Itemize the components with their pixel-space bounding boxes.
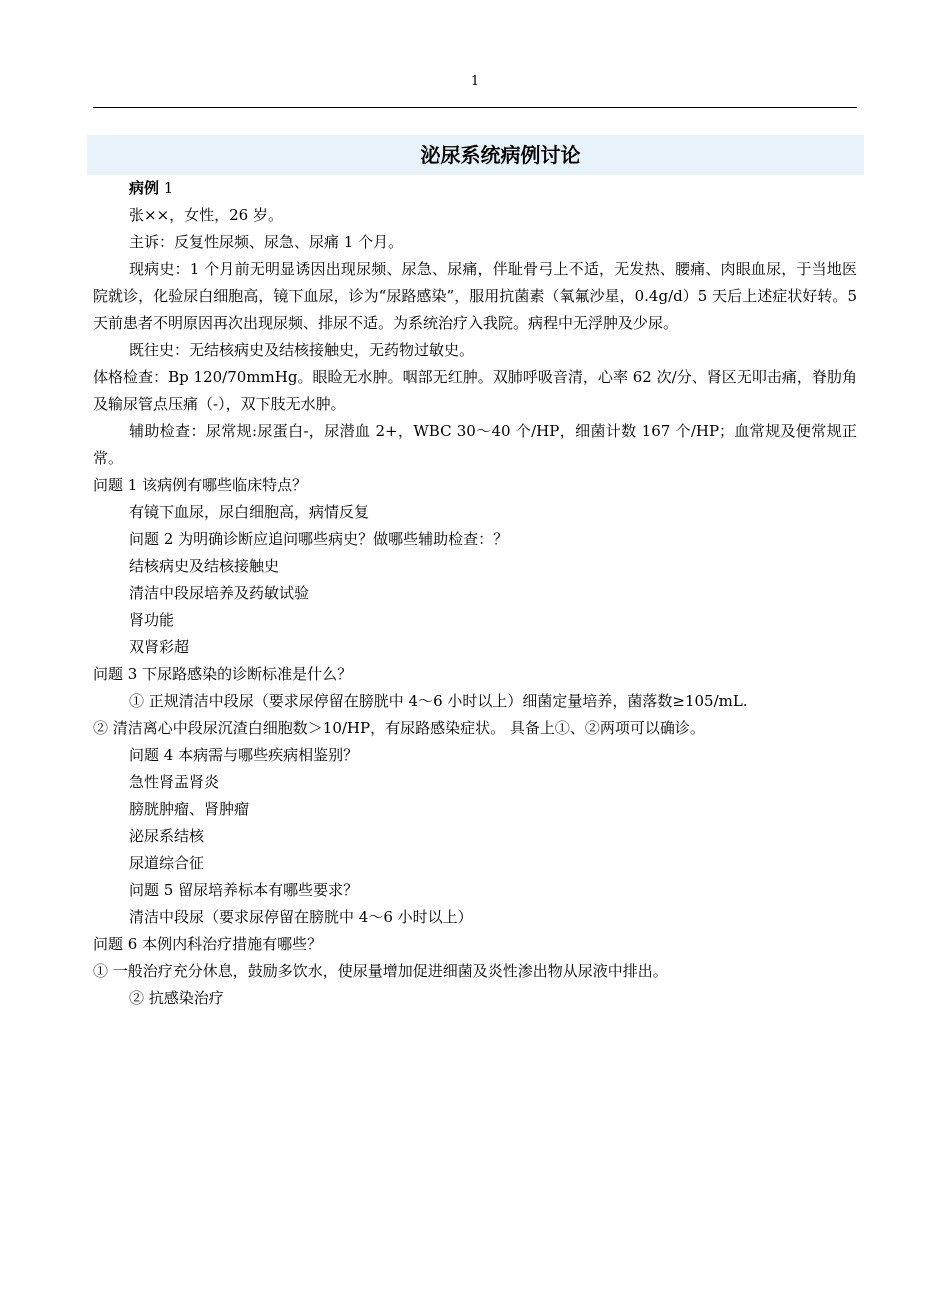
document-body [93,175,857,1012]
answer-6-item: ② 抗感染治疗 [129,989,224,1007]
answer-2-item: 双肾彩超 [129,638,190,656]
answer-6-item: ① 一般治疗充分休息，鼓励多饮水，使尿量增加促进细菌及炎性渗出物从尿液中排出。 [93,962,668,980]
answer-4-item: 急性肾盂肾炎 [129,773,220,791]
question-3: 问题 3 下尿路感染的诊断标准是什么？ [93,665,353,683]
page-number: 1 [470,74,480,89]
answer-2-item: 清洁中段尿培养及药敏试验 [129,584,310,602]
question-2: 问题 2 为明确诊断应追问哪些病史？做哪些辅助检查：？ [129,530,509,548]
question-1: 问题 1 该病例有哪些临床特点？ [93,476,308,494]
answer-4-item: 膀胱肿瘤、肾肿瘤 [129,800,250,818]
answer-2-item: 肾功能 [129,611,175,629]
header-rule [93,107,857,108]
question-6: 问题 6 本例内科治疗措施有哪些？ [93,935,323,953]
criterion-1: ① 正规清洁中段尿（要求尿停留在膀胱中 4～6 小时以上）细菌定量培养，菌落数≥105/mL. [129,692,748,710]
answer-4-item: 尿道综合征 [129,854,205,872]
question-5: 问题 5 留尿培养标本有哪些要求？ [129,881,359,899]
physical-exam: 体格检查：Bp 120/70mmHg。眼睑无水肿。咽部无红肿。双肺呼吸音清，心率 62 次/分、肾区无叩击痛，脊肋角及输尿管点压痛（-），双下肢无水肿。 [93,368,857,413]
question-4: 问题 4 本病需与哪些疾病相鉴别？ [129,746,359,764]
answer-1: 有镜下血尿，尿白细胞高，病情反复 [129,503,370,521]
criterion-2: ② 清洁离心中段尿沉渣白细胞数＞10/HP，有尿路感染症状。 具备上①、②两项可以确诊。 [93,719,705,737]
present-history: 现病史：1 个月前无明显诱因出现尿频、尿急、尿痛，伴耻骨弓上不适，无发热、腰痛、肉眼血尿，于当地医院就诊，化验尿白细胞高，镜下血尿，诊为“尿路感染”，服用抗菌素（氧氟沙星，0.4g/d）5 天后上述症状好转。5 天前患者不明原因再次出现尿频、排尿不适。为系统治疗入我院。病程中无浮肿及少尿。 [93,260,857,332]
case-number: 1 [163,179,174,197]
past-history: 既往史：无结核病史及结核接触史，无药物过敏史。 [129,341,475,359]
chief-complaint: 主诉：反复性尿频、尿急、尿痛 1 个月。 [129,233,404,251]
answer-5: 清洁中段尿（要求尿停留在膀胱中 4～6 小时以上） [129,908,473,926]
answer-4-item: 泌尿系结核 [129,827,205,845]
document-title: 泌尿系统病例讨论 [420,143,581,167]
answer-2-item: 结核病史及结核接触史 [129,557,280,575]
case-label: 病例 [129,179,160,197]
patient-info: 张××，女性，26 岁。 [129,206,283,224]
auxiliary-exam: 辅助检查：尿常规:尿蛋白-，尿潜血 2+，WBC 30～40 个/HP，细菌计数 167 个/HP；血常规及便常规正常。 [93,422,857,467]
case-heading [93,175,857,202]
